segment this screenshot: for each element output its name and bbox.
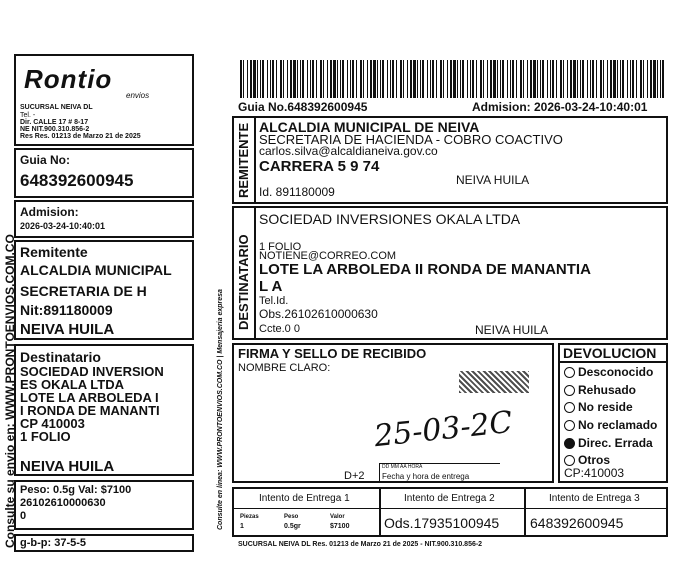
barcode-bar — [436, 60, 437, 98]
barcode-bar — [407, 60, 408, 98]
option-circle-direc-errada[interactable] — [564, 438, 575, 449]
barcode-bar — [342, 60, 344, 98]
intentos-row — [232, 487, 668, 537]
destinatario-line-3: LOTE LA ARBOLEDA I — [20, 390, 159, 405]
barcode-bar — [327, 60, 328, 98]
barcode-bar — [270, 60, 271, 98]
barcode-bar — [570, 60, 572, 98]
main-remitente-box — [232, 116, 668, 204]
valor-value: $7100 — [330, 523, 350, 530]
main-admision-line: Admision: 2026-03-24-10:40:01 — [472, 100, 648, 114]
barcode-bar — [302, 60, 304, 98]
main-vertical-url: Consulte en linea: WWW.PRONTOENVIOS.COM.CO | Mensajeria expresa — [217, 289, 224, 530]
valor-label: Valor — [330, 514, 345, 520]
barcode-bar — [440, 60, 442, 98]
barcode-bar — [472, 60, 474, 98]
barcode-bar — [502, 60, 504, 98]
barcode-bar — [347, 60, 348, 98]
main-destinatario-tel: Tel.Id. — [259, 295, 289, 307]
logo: Rontio — [24, 64, 113, 94]
barcode-bar — [640, 60, 642, 98]
intentos-divider-h — [234, 508, 666, 509]
guia-label: Guia No: — [20, 153, 70, 167]
barcode-bar — [587, 60, 588, 98]
barcode-bar — [400, 60, 402, 98]
destinatario-side-divider — [254, 208, 256, 338]
barcode-bar — [432, 60, 434, 98]
devolucion-title-rule — [560, 361, 666, 363]
main-destinatario-city: NEIVA HUILA — [475, 323, 549, 337]
left-vertical-url: Consulte su envio en: WWW.PRONTOENVIOS.COM.CO — [3, 234, 17, 548]
option-otros: Otros — [578, 453, 611, 467]
barcode-bar — [643, 60, 644, 98]
main-destinatario-address-2: L A — [259, 278, 283, 295]
barcode-bar — [650, 60, 652, 98]
admision-label: Admision: — [20, 205, 79, 219]
barcode-bar — [662, 60, 664, 98]
barcode-bar — [530, 60, 532, 98]
option-circle-no-reclamado[interactable] — [564, 420, 575, 431]
barcode-bar — [653, 60, 656, 98]
barcode-bar — [603, 60, 604, 98]
remitente-side-label: REMITENTE — [236, 122, 251, 198]
nit-text: NE NIT.900.310.856-2 — [20, 126, 90, 133]
devolucion-box — [558, 343, 668, 483]
barcode-bar — [396, 60, 397, 98]
barcode-bar — [403, 60, 404, 98]
intentos-divider-2 — [524, 489, 526, 535]
main-remitente-address: CARRERA 5 9 74 — [259, 158, 380, 175]
piezas-value: 1 — [240, 523, 244, 530]
barcode-bar — [280, 60, 282, 98]
barcode-bar — [240, 60, 242, 98]
firma-box — [232, 343, 554, 483]
barcode-bar — [420, 60, 421, 98]
barcode-bar — [507, 60, 508, 98]
barcode-bar — [447, 60, 448, 98]
barcode-bar — [580, 60, 581, 98]
main-remitente-dept: SECRETARIA DE HACIENDA - COBRO COACTIVO — [259, 132, 563, 147]
barcode-bar — [392, 60, 394, 98]
left-guia-box — [14, 148, 194, 198]
barcode-bar — [422, 60, 424, 98]
ods-text: Ods.17935100945 — [384, 515, 500, 531]
dir-text: Dir. CALLE 17 # 8-17 — [20, 119, 89, 126]
barcode-bar — [293, 60, 296, 98]
main-destinatario-address-1: LOTE LA ARBOLEDA II RONDA DE MANANTIA — [259, 261, 591, 278]
firma-title: FIRMA Y SELLO DE RECIBIDO — [238, 346, 427, 361]
barcode-bar — [367, 60, 368, 98]
code-line: g-b-p: 37-5-5 — [20, 537, 86, 549]
option-circle-rehusado[interactable] — [564, 385, 575, 396]
barcode-bar — [483, 60, 484, 98]
fecha-header: DD MM AA HORA — [382, 464, 423, 470]
option-rehusado: Rehusado — [578, 383, 637, 397]
barcode-bar — [337, 60, 338, 98]
main-remitente-id: Id. 891180009 — [259, 185, 335, 199]
barcode-bar — [596, 60, 597, 98]
barcode-bar — [577, 60, 578, 98]
barcode-bar — [310, 60, 311, 98]
remitente-side-divider — [254, 118, 256, 202]
barcode-bar — [410, 60, 412, 98]
barcode-bar — [330, 60, 332, 98]
main-remitente-city: NEIVA HUILA — [456, 173, 530, 187]
barcode-bar — [373, 60, 376, 98]
main-destinatario-email: NOTIENE@CORREO.COM — [259, 250, 397, 262]
barcode-bar — [427, 60, 428, 98]
barcode-bar — [370, 60, 372, 98]
barcode-bar — [417, 60, 418, 98]
main-guia-line: Guia No.648392600945 — [238, 100, 368, 114]
destinatario-city: NEIVA HUILA — [20, 458, 115, 475]
destinatario-line-4: I RONDA DE MANANTI — [20, 403, 160, 418]
barcode-bar — [627, 60, 628, 98]
main-destinatario-name: SOCIEDAD INVERSIONES OKALA LTDA — [259, 211, 521, 227]
barcode-bar — [453, 60, 456, 98]
barcode-bar — [377, 60, 378, 98]
barcode-bar — [356, 60, 357, 98]
left-peso-box — [14, 480, 194, 530]
barcode-bar — [552, 60, 554, 98]
barcode-bar — [493, 60, 496, 98]
barcode-bar — [260, 60, 261, 98]
barcode-bar — [613, 60, 616, 98]
ref-line: 26102610000630 — [20, 497, 106, 509]
main-destinatario-obs: Obs.26102610000630 — [259, 307, 378, 321]
barcode-bar — [490, 60, 492, 98]
barcode-bar — [312, 60, 314, 98]
option-circle-otros[interactable] — [564, 455, 575, 466]
barcode-bar — [547, 60, 548, 98]
barcode-bar — [636, 60, 637, 98]
barcode-bar — [573, 60, 576, 98]
devolucion-cp: CP:410003 — [564, 466, 625, 480]
barcode-bar — [350, 60, 351, 98]
barcode-bar — [363, 60, 364, 98]
barcode-bar — [380, 60, 381, 98]
barcode — [238, 60, 668, 100]
option-circle-no-reside[interactable] — [564, 402, 575, 413]
option-no-reside: No reside — [578, 400, 633, 414]
sucursal-text: SUCURSAL NEIVA DL — [20, 104, 93, 111]
barcode-bar — [556, 60, 557, 98]
barcode-bar — [297, 60, 298, 98]
barcode-bar — [450, 60, 452, 98]
barcode-bar — [476, 60, 477, 98]
barcode-bar — [500, 60, 501, 98]
barcode-bar — [527, 60, 528, 98]
piezas-label: Piezas — [240, 514, 259, 520]
barcode-bar — [630, 60, 631, 98]
destinatario-line-5: CP 410003 — [20, 416, 85, 431]
barcode-bar — [413, 60, 416, 98]
barcode-bar — [520, 60, 522, 98]
barcode-bar — [462, 60, 464, 98]
destinatario-side-label: DESTINATARIO — [236, 234, 251, 330]
destinatario-line-1: SOCIEDAD INVERSION — [20, 364, 164, 379]
option-no-reclamado: No reclamado — [578, 418, 658, 432]
barcode-bar — [657, 60, 658, 98]
handwritten-date: 25-03-2C — [372, 404, 515, 455]
barcode-bar — [307, 60, 308, 98]
barcode-bar — [390, 60, 391, 98]
barcode-bar — [460, 60, 461, 98]
barcode-bar — [622, 60, 624, 98]
left-logo-box — [14, 54, 194, 146]
left-destinatario-box — [14, 344, 194, 476]
barcode-bar — [550, 60, 551, 98]
barcode-bar — [560, 60, 562, 98]
barcode-bar — [497, 60, 498, 98]
logo-sub: envios — [126, 91, 150, 100]
main-destinatario-folio: 1 FOLIO — [259, 241, 302, 253]
barcode-bar — [480, 60, 482, 98]
intento-2: Intento de Entrega 2 — [404, 493, 495, 504]
barcode-bar — [660, 60, 661, 98]
barcode-bar — [323, 60, 324, 98]
barcode-bar — [467, 60, 468, 98]
barcode-bar — [300, 60, 301, 98]
left-admision-box — [14, 200, 194, 238]
barcode-bar — [290, 60, 292, 98]
remitente-label: Remitente — [20, 244, 88, 260]
barcode-bar — [387, 60, 388, 98]
barcode-bar — [360, 60, 362, 98]
barcode-bar — [272, 60, 274, 98]
barcode-bar — [333, 60, 336, 98]
barcode-bar — [352, 60, 354, 98]
option-desconocido: Desconocido — [578, 365, 654, 379]
guia-number-text: 648392600945 — [530, 515, 624, 531]
barcode-bar — [540, 60, 541, 98]
barcode-bar — [510, 60, 511, 98]
barcode-bar — [516, 60, 517, 98]
destinatario-line-6: 1 FOLIO — [20, 429, 71, 444]
intento-3: Intento de Entrega 3 — [549, 493, 640, 504]
barcode-bar — [253, 60, 256, 98]
barcode-bar — [537, 60, 538, 98]
remitente-line-1: ALCALDIA MUNICIPAL — [20, 262, 172, 278]
barcode-bar — [430, 60, 431, 98]
peso-label: Peso — [284, 514, 299, 520]
destinatario-label: Destinatario — [20, 349, 101, 365]
tel-text: Tel. - — [20, 112, 36, 119]
barcode-bar — [487, 60, 488, 98]
barcode-bar — [340, 60, 341, 98]
devolucion-title: DEVOLUCION — [563, 345, 657, 361]
admision-value: 2026-03-24-10:40:01 — [20, 221, 106, 231]
intento-1: Intento de Entrega 1 — [259, 493, 350, 504]
fecha-caption: Fecha y hora de entrega — [382, 472, 470, 481]
barcode-bar — [542, 60, 544, 98]
barcode-bar — [287, 60, 288, 98]
barcode-bar — [250, 60, 252, 98]
fecha-field — [379, 463, 500, 482]
barcode-bar — [632, 60, 634, 98]
barcode-bar — [617, 60, 618, 98]
barcode-bar — [243, 60, 244, 98]
barcode-bar — [262, 60, 264, 98]
barcode-bar — [382, 60, 384, 98]
stamp-mark — [459, 371, 529, 393]
barcode-bar — [523, 60, 524, 98]
remitente-city: NEIVA HUILA — [20, 321, 115, 338]
barcode-bar — [470, 60, 471, 98]
left-remitente-box — [14, 240, 194, 340]
d2-label: D+2 — [344, 470, 365, 482]
barcode-bar — [257, 60, 258, 98]
main-footer: SUCURSAL NEIVA DL Res. 01213 de Marzo 21 de 2025 - NIT.900.310.856-2 — [238, 541, 483, 548]
barcode-bar — [512, 60, 514, 98]
barcode-bar — [443, 60, 444, 98]
barcode-bar — [563, 60, 564, 98]
barcode-bar — [316, 60, 317, 98]
remitente-line-2: SECRETARIA DE H — [20, 283, 147, 299]
res-text: Res Res. 01213 de Marzo 21 de 2025 — [20, 133, 141, 140]
remitente-line-3: Nit:891180009 — [20, 302, 113, 318]
barcode-bar — [533, 60, 536, 98]
barcode-bar — [457, 60, 458, 98]
peso-line: Peso: 0.5g Val: $7100 — [20, 484, 132, 496]
main-remitente-email: carlos.silva@alcaldianeiva.gov.co — [259, 144, 438, 158]
barcode-bar — [247, 60, 248, 98]
barcode-bar — [320, 60, 322, 98]
barcode-bar — [647, 60, 648, 98]
guia-value: 648392600945 — [20, 171, 134, 190]
main-remitente-name: ALCALDIA MUNICIPAL DE NEIVA — [259, 119, 480, 135]
nombre-claro: NOMBRE CLARO: — [238, 362, 331, 374]
barcode-bar — [276, 60, 277, 98]
barcode-bar — [600, 60, 602, 98]
destinatario-line-2: ES OKALA LTDA — [20, 377, 124, 392]
main-destinatario-ccte: Ccte.0 0 — [259, 323, 300, 335]
left-code-box — [14, 534, 194, 552]
barcode-bar — [590, 60, 591, 98]
main-destinatario-box — [232, 206, 668, 340]
barcode-bar — [283, 60, 284, 98]
barcode-bar — [582, 60, 584, 98]
option-circle-desconocido[interactable] — [564, 367, 575, 378]
barcode-bar — [607, 60, 608, 98]
peso-value: 0.5gr — [284, 523, 301, 530]
barcode-bar — [592, 60, 594, 98]
barcode-bar — [567, 60, 568, 98]
barcode-bar — [610, 60, 612, 98]
intentos-divider-1 — [379, 489, 381, 535]
barcode-bar — [620, 60, 621, 98]
barcode-bar — [267, 60, 268, 98]
zero-line: 0 — [20, 510, 27, 522]
option-direc-errada: Direc. Errada — [578, 436, 653, 450]
